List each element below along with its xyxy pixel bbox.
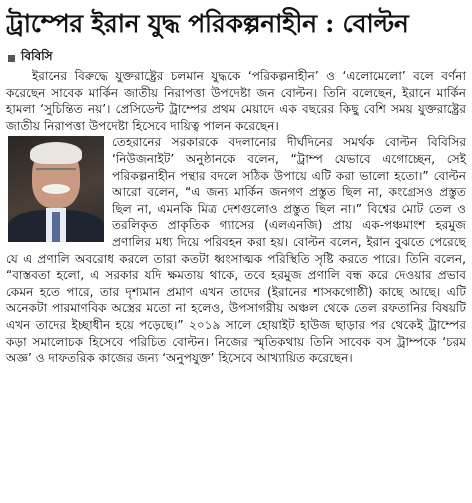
square-bullet-icon	[8, 55, 15, 62]
paragraph-1: ইরানের বিরুদ্ধে যুক্তরাষ্ট্রের চলমান যুদ্ধকে ‘পরিকল্পনাহীন’ ও ‘এলোমেলো’ বলে বর্ণনা করেছেন সাবেক মার্কিন জাতীয় নিরাপত্তা উপদেষ্টা জন বোল্টন। তিনি বলেছেন, ইরানে মার্কিন হামলা ‘সুচিন্তিত নয়’। প্রেসিডেন্ট ট্রাম্পের প্রথম মেয়াদে এক বছরের কিছু বেশি সময় যুক্তরাষ্ট্রের জাতীয় নিরাপত্তা উপদেষ্টা হিসেবে দায়িত্ব পালন করেছেন।	[6, 69, 466, 133]
article-body	[6, 68, 466, 367]
headline: ট্রাম্পের ইরান যুদ্ধ পরিকল্পনাহীন : বোল্টন	[6, 9, 409, 38]
source-name: বিবিসি	[21, 49, 53, 63]
portrait-photo	[8, 136, 104, 242]
paragraph-2: তেহরানের সরকারকে বদলানোর দীর্ঘদিনের সমর্থক বোল্টন বিবিসির ‘নিউজনাইট’ অনুষ্ঠানকে বলেন, “ট্রাম্প যেভাবে এগোচ্ছেন, সেই পরিকল্পনাহীন পন্থার বদলে সঠিক উপায়ে এটি করা ভালো হতো।” বোল্টন আরো বলেন, “এ জন্য মার্কিন জনগণ প্রস্তুত ছিল না, কংগ্রেসও প্রস্তুত ছিল না, এমনকি মিত্র দেশগুলোও প্রস্তুত ছিল না।” বিশ্বের মোট তেল ও তরলিকৃত প্রাকৃতিক গ্যাসের (এলএনজি) প্রায় এক-পঞ্চমাংশ হরমুজ প্রণালির মধ্য দিয়ে পরিবহন করা হয়। বোল্টন বলেন, ইরান বুঝতে পেরেছে যে এ প্রণালি অবরোধ করলে তারা কতটা ধ্বংসাত্মক পরিস্থিতি সৃষ্টি করতে পারে। তিনি বলেন, “বাস্তবতা হলো, এ সরকার যদি ক্ষমতায় থাকে, তবে হরমুজ প্রণালি বন্ধ করে দেওয়ার প্রভাব কেমন হতে পারে, তার দৃশ্যমান প্রমাণ এখন তাদের (ইরানের শাসকগোষ্ঠী) কাছে আছে। এটি অনেকটা পারমাণবিক অস্ত্রের মতো না হলেও, উপসাগরীয় অঞ্চল থেকে তেল রফতানির বিষয়টি এখন তাদের ইচ্ছাধীন হয়ে পড়েছে।” ২০১৯ সালে হোয়াইট হাউজ ছাড়ার পর থেকেই ট্রাম্পের কড়া সমালোচক হিসেবে পরিচিত বোল্টন। নিজের স্মৃতিকথায় তিনি সাবেক বস ট্রাম্পকে ‘চরম অজ্ঞ’ ও দাফতরিক কাজের জন্য ‘অনুপযুক্ত’ হিসেবে আখ্যায়িত করেছেন।	[6, 135, 466, 366]
source-line	[6, 48, 466, 68]
